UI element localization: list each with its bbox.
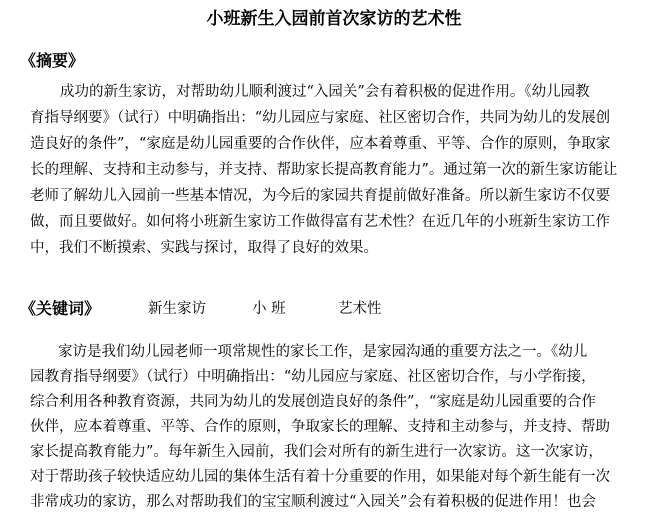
body-line: 对于帮助孩子较快适应幼儿园的集体生活有着十分重要的作用，如果能对每个新生能有一次 bbox=[30, 469, 610, 485]
body-line: 伙伴，应本着尊重、平等、合作的原则，争取家长的理解、支持和主动参与，并支持、帮助 bbox=[30, 419, 610, 435]
abstract-line: 老师了解幼儿入园前一些基本情况，为今后的家园共育提前做好准备。所以新生家访不仅要 bbox=[30, 188, 610, 204]
abstract-heading: 《摘要》 bbox=[20, 51, 85, 70]
abstract-line: 做，而且要做好。如何将小班新生家访工作做得富有艺术性？在近几年的小班新生家访工作 bbox=[30, 214, 610, 230]
keyword: 新生家访 bbox=[148, 301, 206, 317]
body-line: 非常成功的家访，那么对帮助我们的宝宝顺利渡过“入园关”会有着积极的促进作用！也会 bbox=[30, 494, 596, 510]
abstract-line: 长的理解、支持和主动参与，并支持、帮助家长提高教育能力”。通过第一次的新生家访能让 bbox=[30, 162, 618, 178]
abstract-line: 造良好的条件”，“家庭是幼儿园重要的合作伙伴，应本着尊重、平等、合作的原则，争取家 bbox=[30, 136, 611, 152]
body-line: 园教育指导纲要》（试行）中明确指出：“幼儿园应与家庭、社区密切合作，与小学衔接， bbox=[30, 369, 596, 385]
abstract-line: 成功的新生家访，对帮助幼儿顺利渡过“入园关”会有着积极的促进作用。《幼儿园教 bbox=[60, 84, 590, 100]
keyword: 小 班 bbox=[252, 301, 286, 317]
document-title: 小班新生入园前首次家访的艺术性 bbox=[206, 9, 462, 29]
body-line: 综合利用各种教育资源，共同为幼儿的发展创造良好的条件”，“家庭是幼儿园重要的合作 bbox=[30, 394, 596, 410]
body-line: 家长提高教育能力”。每年新生入园前，我们会对所有的新生进行一次家访。这一次家访， bbox=[30, 444, 603, 460]
body-line: 家访是我们幼儿园老师一项常规性的家长工作，是家园沟通的重要方法之一。《幼儿 bbox=[58, 344, 588, 360]
keyword: 艺术性 bbox=[338, 301, 382, 317]
keywords-heading: 《关键词》 bbox=[20, 299, 101, 318]
abstract-line: 育指导纲要》（试行）中明确指出：“幼儿园应与家庭、社区密切合作，共同为幼儿的发展创 bbox=[30, 110, 611, 126]
abstract-line: 中，我们不断摸索、实践与探讨，取得了良好的效果。 bbox=[30, 240, 378, 256]
